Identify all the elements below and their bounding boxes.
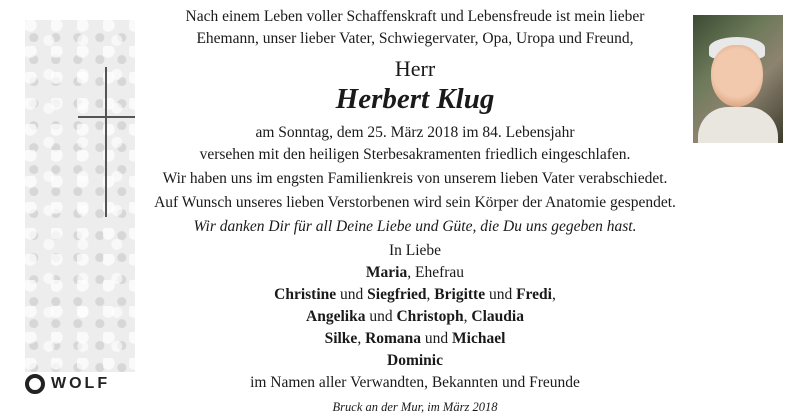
- intro-line-1: Nach einem Leben voller Schaffenskraft und Lebensfreude ist mein lieber: [185, 8, 645, 25]
- intro-line-2: Ehemann, unser lieber Vater, Schwiegervater, Opa, Uropa und Freund,: [196, 30, 634, 47]
- logo-text: WOLF: [51, 375, 111, 392]
- cross-icon-beam: [78, 116, 135, 118]
- death-line-1: am Sonntag, dem 25. März 2018 im 84. Lebensjahr: [255, 124, 575, 141]
- cross-panel: [25, 20, 135, 372]
- family-line-3: Angelika und Christoph, Claudia: [306, 308, 524, 325]
- family-line-5: Dominic: [387, 352, 443, 369]
- family-line-1: Maria, Ehefrau: [365, 264, 465, 281]
- cross-icon: [105, 67, 107, 217]
- wolf-logo: [25, 374, 110, 394]
- anatomy-text: Auf Wunsch unseres lieben Verstorbenen wird sein Körper der Anatomie gespendet.: [154, 194, 676, 211]
- closing-text: In Liebe: [388, 242, 442, 259]
- farewell-text: Wir haben uns im engsten Familienkreis von unserem lieben Vater verabschiedet.: [162, 170, 668, 187]
- portrait-photo: [693, 15, 783, 143]
- deceased-name: Herbert Klug: [335, 83, 495, 115]
- family-line-2: Christine und Siegfried, Brigitte und Fredi,: [274, 286, 556, 303]
- notice-text: [150, 6, 680, 415]
- thanks-text: Wir danken Dir für all Deine Liebe und Güte, die Du uns gegeben hast.: [193, 218, 637, 235]
- death-line-2: versehen mit den heiligen Sterbesakramenten friedlich eingeschlafen.: [199, 146, 631, 163]
- relatives-text: im Namen aller Verwandten, Bekannten und Freunde: [250, 374, 580, 391]
- salutation: Herr: [394, 56, 436, 81]
- place-date: Bruck an der Mur, im März 2018: [332, 400, 498, 414]
- family-line-4: Silke, Romana und Michael: [324, 330, 506, 347]
- logo-ring-icon: [25, 374, 45, 394]
